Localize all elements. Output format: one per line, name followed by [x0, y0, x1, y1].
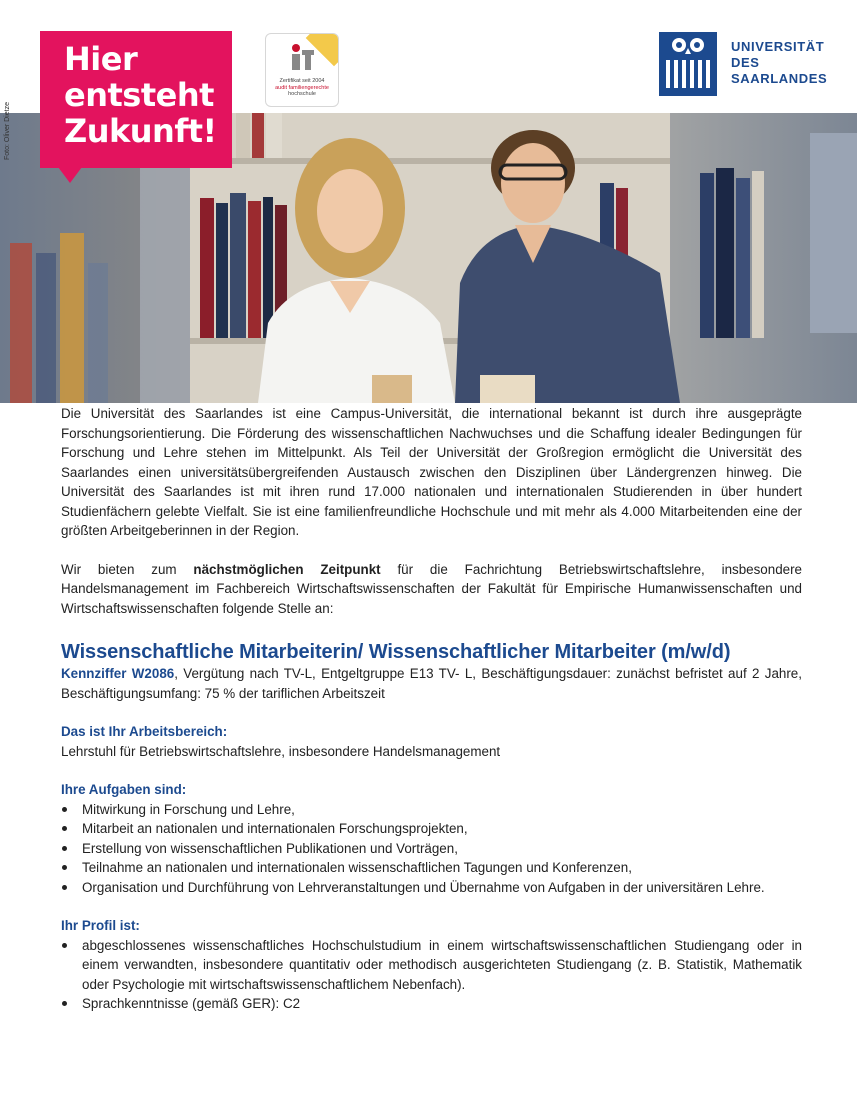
- list-item: Mitwirkung in Forschung und Lehre,: [61, 800, 802, 820]
- slogan-box: [40, 31, 232, 168]
- certificate-line: hochschule: [288, 91, 316, 97]
- position-details: [61, 664, 802, 703]
- slogan-line: Hier: [64, 40, 138, 78]
- tasks-heading: Ihre Aufgaben sind:: [61, 782, 187, 797]
- profile-list: [61, 936, 802, 1014]
- university-name-line: UNIVERSITÄT: [731, 39, 825, 54]
- list-item: Erstellung von wissenschaftlichen Publikationen und Vorträgen,: [61, 839, 802, 859]
- certificate-logo-icon: [288, 42, 318, 72]
- tasks-list: [61, 800, 802, 898]
- offer-suffix: für die Fachrichtung Betriebswirtschaftslehre, insbesondere Handelsmanagement im Fachbereich Wirtschaftswissenschaften der Fakultät für Empirische Humanwissenschaften und Wirtschaftswissenschaften folgende Stelle an:: [61, 561, 802, 616]
- work-area-heading: Das ist Ihr Arbeitsbereich:: [61, 724, 228, 739]
- slogan-line: entsteht: [64, 76, 214, 114]
- slogan-box-pointer: [58, 167, 82, 183]
- photo-credit: Foto: Oliver Dietze: [4, 102, 11, 160]
- certificate-text: [268, 78, 336, 98]
- intro-paragraph: Die Universität des Saarlandes ist eine Campus-Universität, die international bekannt ist durch ihre ausgeprägte Forschungsorientierung. Die Förderung des wissenschaftlichen Nachwuchses und die Schaffung idealer Bedingungen für Forschung und Lehre stehen im Mittelpunkt. Als Teil der Universität der Großregion ermöglicht die Universität des Saarlandes einen universitätsübergreifenden Austausch zwischen den Disziplinen über Ländergrenzen hinweg. Die Universität des Saarlandes ist mit ihren rund 17.000 nationalen und internationalen Studierenden in über hundert Studienfächern gelebte Vielfalt. Sie ist eine familienfreundliche Hochschule und mit mehr als 4.000 Mitarbeitenden eine der größten Arbeitgeberinnen in der Region.: [61, 406, 802, 538]
- list-item: abgeschlossenes wissenschaftliches Hochschulstudium in einem wirtschaftswissenschaftlichen Studiengang oder in einem verwandten, insbesondere quantitativ oder methodisch ausgerichteten Studiengang (z. B. Statistik, Mathematik oder Psychologie mit wirtschaftswissenschaftlichem Nebenfach).: [61, 936, 802, 995]
- list-item: Organisation und Durchführung von Lehrveranstaltungen und Übernahme von Aufgaben in der universitären Lehre.: [61, 878, 802, 898]
- list-item: Mitarbeit an nationalen und internationalen Forschungsprojekten,: [61, 819, 802, 839]
- certificate-line: audit familiengerechte: [275, 84, 329, 91]
- job-posting-body: [61, 404, 802, 1014]
- university-name-line: SAARLANDES: [731, 71, 828, 86]
- offer-prefix: Wir bieten zum: [61, 561, 194, 577]
- university-logo: [657, 30, 837, 98]
- list-item: Teilnahme an nationalen und internationalen wissenschaftlichen Tagungen und Konferenzen,: [61, 858, 802, 878]
- position-terms: , Vergütung nach TV-L, Entgeltgruppe E13 TV- L, Beschäftigungsdauer: zunächst befristet auf 2 Jahre, Beschäftigungsumfang: 75 % der tariflichen Arbeitszeit: [61, 666, 802, 701]
- certificate-line: Zertifikat seit 2004: [279, 78, 325, 84]
- offer-start-date: nächstmöglichen Zeitpunkt: [193, 561, 381, 577]
- university-name: [731, 39, 827, 87]
- slogan-line: Zukunft!: [64, 112, 217, 150]
- list-item: Sprachkenntnisse (gemäß GER): C2: [61, 994, 802, 1014]
- family-certificate-badge: [265, 33, 339, 107]
- offer-paragraph: [61, 560, 802, 619]
- work-area-text: Lehrstuhl für Betriebswirtschaftslehre, insbesondere Handelsmanagement: [61, 743, 501, 759]
- university-name-line: DES: [731, 55, 760, 70]
- position-title: Wissenschaftliche Mitarbeiterin/ Wissenschaftlicher Mitarbeiter (m/w/d): [61, 641, 731, 663]
- owl-emblem-icon: [657, 30, 719, 98]
- profile-heading: Ihr Profil ist:: [61, 918, 140, 933]
- reference-number: Kennziffer W2086: [61, 666, 175, 681]
